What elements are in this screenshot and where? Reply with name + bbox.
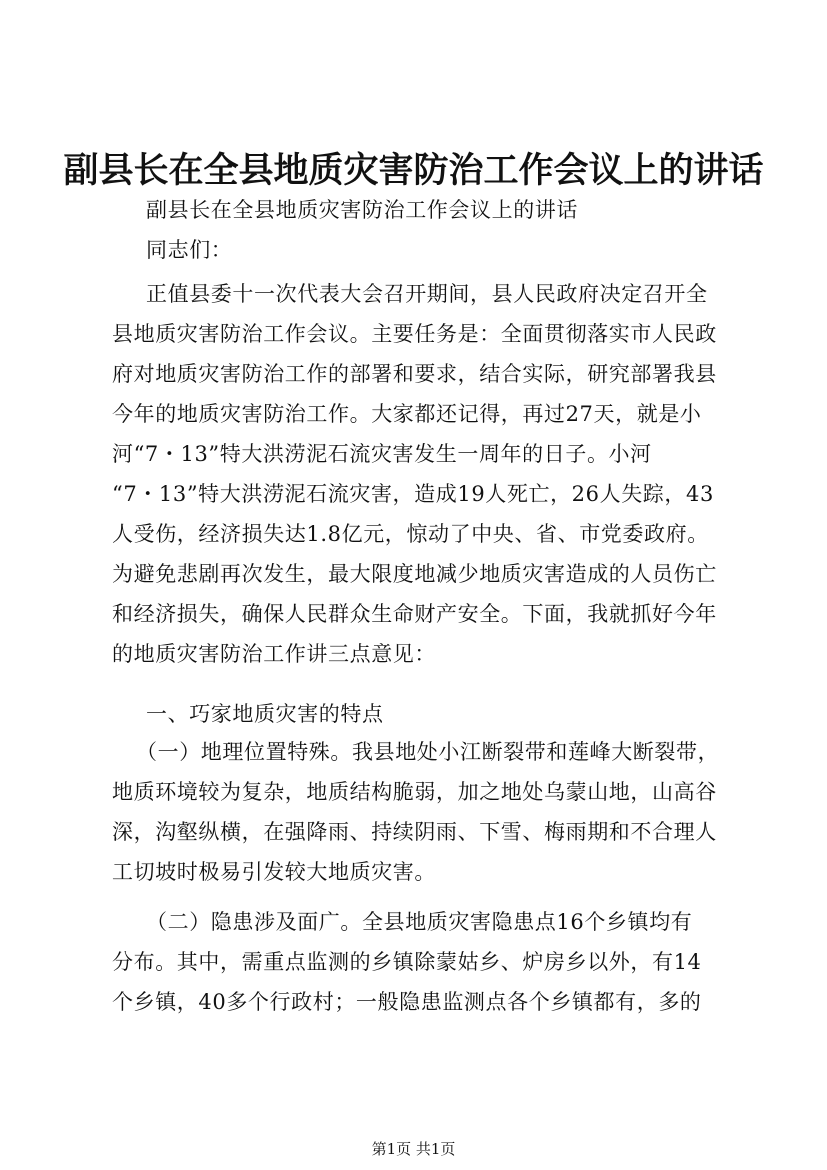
paragraph-line: 地质环境较为复杂，地质结构脆弱，加之地处乌蒙山地，山高谷 [112,780,717,804]
paragraph-line: 正值县委十一次代表大会召开期间，县人民政府决定召开全 [146,282,708,306]
page-footer: 第1页 共1页 [371,1140,456,1158]
paragraph-line: 和经济损失，确保人民群众生命财产安全。下面，我就抓好今年 [112,602,717,626]
paragraph-line: 为避免悲剧再次发生，最大限度地减少地质灾害造成的人员伤亡 [112,562,717,586]
paragraph-line: 府对地质灾害防治工作的部署和要求，结合实际，研究部署我县 [112,362,717,386]
paragraph-line: 的地质灾害防治工作讲三点意见： [112,642,436,666]
paragraph-line: （一）地理位置特殊。我县地处小江断裂带和莲峰大断裂带， [136,740,720,764]
salutation: 同志们： [146,238,233,262]
paragraph-line: “7・13”特大洪涝泥石流灾害，造成19人死亡，26人失踪，43 [112,482,714,506]
paragraph-line: 分布。其中，需重点监测的乡镇除蒙姑乡、炉房乡以外，有14 [112,950,702,974]
paragraph-line: 深，沟壑纵横，在强降雨、持续阴雨、下雪、梅雨期和不合理人 [112,820,717,844]
subtitle-line: 副县长在全县地质灾害防治工作会议上的讲话 [146,198,578,222]
paragraph-line: 个乡镇，40多个行政村；一般隐患监测点各个乡镇都有，多的 [112,990,702,1014]
section-heading: 一、巧家地质灾害的特点 [146,702,384,726]
paragraph-line: （二）隐患涉及面广。全县地质灾害隐患点16个乡镇均有 [146,910,693,934]
paragraph-line: 工切坡时极易引发较大地质灾害。 [112,860,436,884]
paragraph-line: 河“7・13”特大洪涝泥石流灾害发生一周年的日子。小河 [112,442,652,466]
document-title: 副县长在全县地质灾害防治工作会议上的讲话 [63,150,764,191]
paragraph-line: 县地质灾害防治工作会议。主要任务是：全面贯彻落实市人民政 [112,322,717,346]
paragraph-line: 今年的地质灾害防治工作。大家都还记得，再过27天，就是小 [112,402,702,426]
paragraph-line: 人受伤，经济损失达1.8亿元，惊动了中央、省、市党委政府。 [112,522,709,546]
